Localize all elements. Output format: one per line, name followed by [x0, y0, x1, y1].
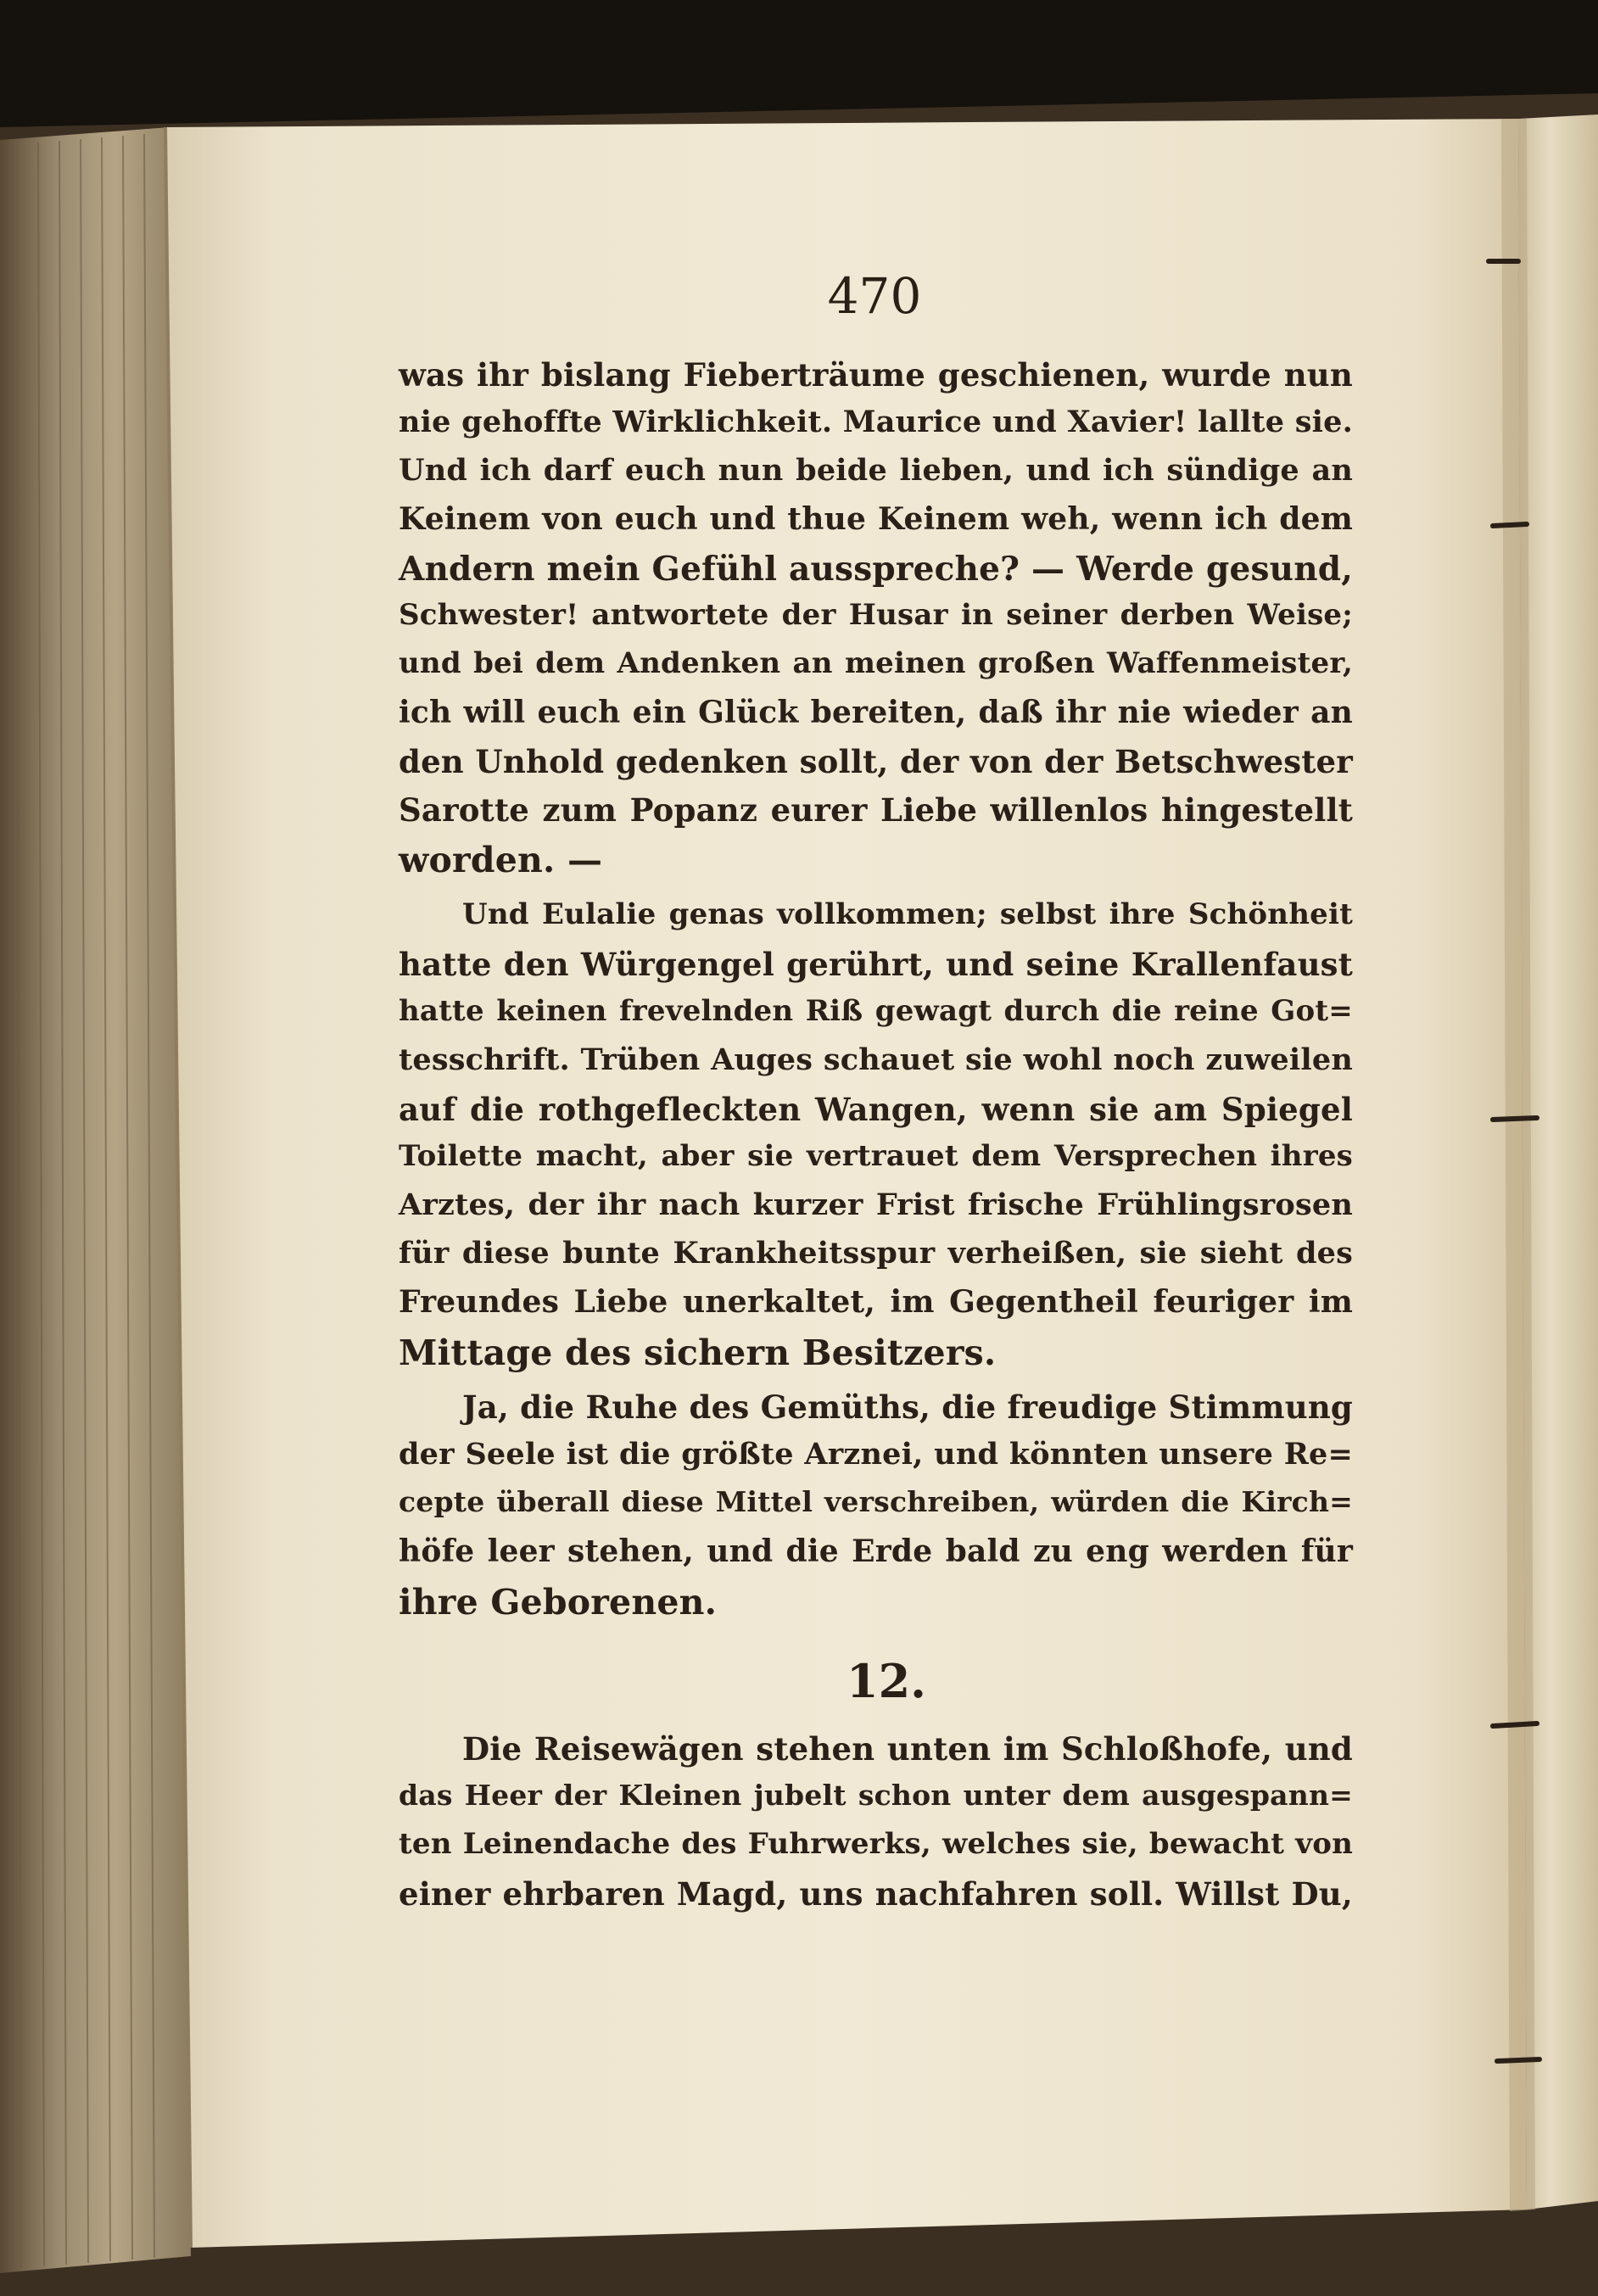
text-line: der Seele ist die größte Arznei, und könnten unsere Re= [399, 1437, 1353, 1472]
text-line: cepte überall diese Mittel verschreiben, würden die Kirch= [399, 1485, 1353, 1518]
text-line: höfe leer stehen, und die Erde bald zu eng werden für [399, 1533, 1353, 1569]
text-line: worden. — [399, 840, 603, 880]
text-line: das Heer der Kleinen jubelt schon unter dem ausgespann= [399, 1779, 1353, 1812]
text-line: auf die rothgefleckten Wangen, wenn sie am Spiegel [399, 1091, 1353, 1128]
text-line: ich will euch ein Glück bereiten, daß ihr nie wieder an [399, 695, 1353, 730]
text-line: Die Reisewägen stehen unten im Schloßhofe, und [462, 1730, 1353, 1768]
text-line: für diese bunte Krankheitsspur verheißen, sie sieht des [399, 1236, 1353, 1271]
text-line: Mittage des sichern Besitzers. [399, 1332, 997, 1373]
text-line: einer ehrbaren Magd, uns nachfahren soll. Willst Du, [399, 1875, 1353, 1913]
text-line: ihre Geborenen. [399, 1582, 718, 1623]
text-line: Und ich darf euch nun beide lieben, und ich sündige an [399, 453, 1353, 488]
text-line: Toilette macht, aber sie vertrauet dem Versprechen ihres [399, 1139, 1353, 1173]
text-line: Freundes Liebe unerkaltet, im Gegentheil feuriger im [399, 1284, 1353, 1320]
page-number: 470 [827, 267, 922, 325]
text-line: Andern mein Gefühl ausspreche? — Werde gesund, [399, 550, 1353, 589]
text-line: was ihr bislang Fieberträume geschienen, wurde nun [399, 356, 1353, 394]
text-line: hatte den Würgengel gerührt, und seine Krallenfaust [399, 946, 1353, 983]
chapter-number: 12. [846, 1654, 926, 1708]
text-line: hatte keinen frevelnden Riß gewagt durch die reine Got= [399, 994, 1353, 1028]
text-line: nie gehoffte Wirklichkeit. Maurice und Xavier! lallte sie. [399, 405, 1353, 439]
text-line: und bei dem Andenken an meinen großen Waffenmeister, [399, 646, 1353, 680]
text-line: Arztes, der ihr nach kurzer Frist frische Frühlingsrosen [399, 1187, 1353, 1222]
text-line: Und Eulalie genas vollkommen; selbst ihre Schönheit [462, 897, 1353, 931]
text-line: Keinem von euch und thue Keinem weh, wenn ich dem [399, 501, 1353, 537]
text-line: tesschrift. Trüben Auges schauet sie wohl noch zuweilen [399, 1042, 1353, 1077]
text-line: Ja, die Ruhe des Gemüths, die freudige Stimmung [462, 1388, 1353, 1426]
text-line: ten Leinendache des Fuhrwerks, welches sie, bewacht von [399, 1827, 1353, 1861]
text-line: Sarotte zum Popanz eurer Liebe willenlos hingestellt [399, 791, 1353, 829]
text-line: Schwester! antwortete der Husar in seiner derben Weise; [399, 598, 1353, 632]
text-line: den Unhold gedenken sollt, der von der Betschwester [399, 743, 1353, 780]
